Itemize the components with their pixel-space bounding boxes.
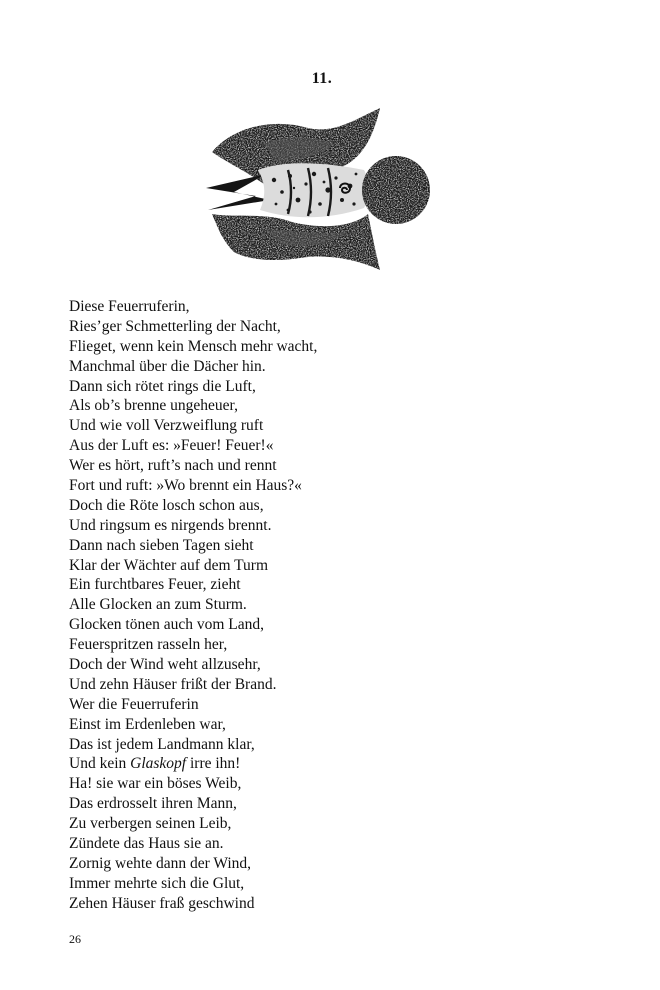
poem-line: Klar der Wächter auf dem Turm: [69, 556, 269, 574]
poem-line: Aus der Luft es: »Feuer! Feuer!«: [69, 437, 274, 455]
poem-line: Fort und ruft: »Wo brennt ein Haus?«: [69, 477, 302, 495]
poem-line: Das erdrosselt ihren Mann,: [69, 795, 237, 813]
poem-line: Doch die Röte losch schon aus,: [69, 496, 264, 514]
poem: [69, 297, 609, 914]
poem-line: Zornig wehte dann der Wind,: [69, 854, 252, 872]
poem-line: Dann nach sieben Tagen sieht: [69, 536, 254, 554]
poem-line: Doch der Wind weht allzusehr,: [69, 656, 261, 674]
poem-line: Ries’ger Schmetterling der Nacht,: [69, 317, 281, 335]
poem-line: Als ob’s brenne ungeheuer,: [69, 397, 238, 415]
glaskopf-italic: Glaskopf: [130, 755, 187, 773]
poem-line: Feuerspritzen rasseln her,: [69, 636, 228, 654]
poem-line: Zündete das Haus sie an.: [69, 835, 224, 853]
poem-line-end: irre ihn!: [186, 755, 241, 773]
moth-body: [258, 163, 369, 217]
poem-line: Ha! sie war ein böses Weib,: [69, 775, 242, 793]
poem-line: Und zehn Häuser frißt der Brand.: [69, 675, 277, 693]
poem-line: Alle Glocken an zum Sturm.: [69, 596, 247, 614]
poem-line: Einst im Erdenleben war,: [69, 715, 226, 733]
poem-line: Wer es hört, ruft’s nach und rennt: [69, 457, 277, 475]
poem-line: Zehen Häuser fraß geschwind: [69, 894, 255, 912]
poem-line: Ein furchtbares Feuer, zieht: [69, 576, 241, 594]
poem-line: Immer mehrte sich die Glut,: [69, 874, 245, 892]
poem-line: Und wie voll Verzweiflung ruft: [69, 417, 264, 435]
poem-line-start: Und kein: [69, 755, 131, 773]
poem-line: Das ist jedem Landmann klar,: [69, 735, 255, 753]
poem-line: Glocken tönen auch vom Land,: [69, 616, 264, 634]
poem-line: Dann sich rötet rings die Luft,: [69, 377, 256, 395]
poem-line-glaskopf: [69, 754, 609, 774]
poem-line: Flieget, wenn kein Mensch mehr wacht,: [69, 337, 318, 355]
moth-illustration: [204, 104, 436, 274]
poem-line: Zu verbergen seinen Leib,: [69, 815, 232, 833]
poem-line: Und ringsum es nirgends brennt.: [69, 516, 272, 534]
section-number: 11.: [311, 70, 333, 87]
page-number: 26: [69, 932, 81, 946]
poem-line: Manchmal über die Dächer hin.: [69, 357, 266, 375]
poem-line: Diese Feuerruferin,: [69, 298, 190, 315]
moth-head: [362, 156, 430, 224]
poem-line: Wer die Feuerruferin: [69, 695, 199, 713]
